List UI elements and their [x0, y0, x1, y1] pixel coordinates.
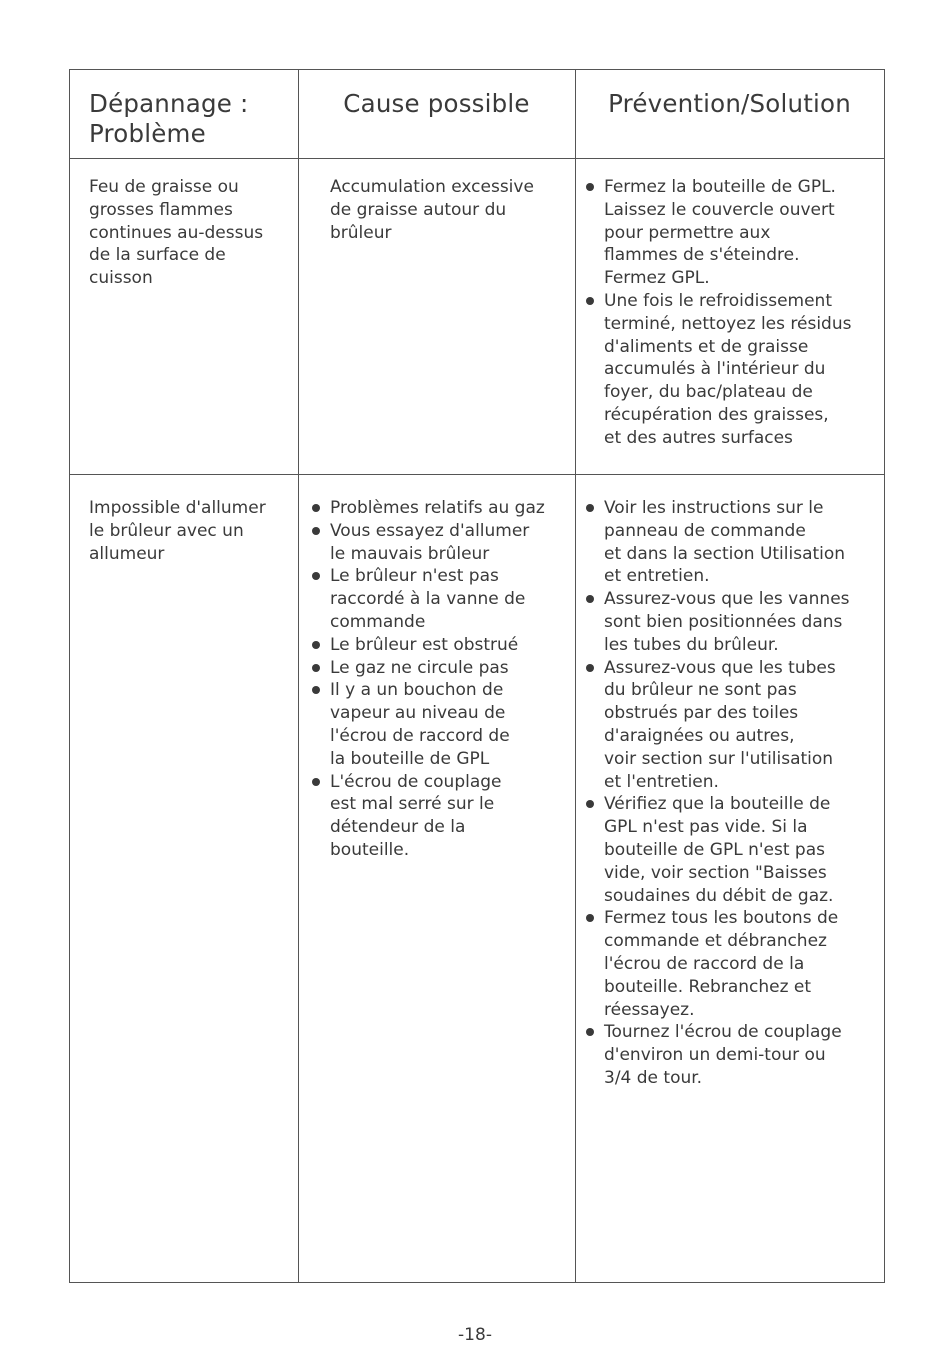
- column-divider: [298, 70, 299, 1282]
- list-item: Le gaz ne circule pas: [311, 657, 573, 680]
- list-item: Assurez-vous que les vannes sont bien positionnées dans les tubes du brûleur.: [585, 588, 882, 656]
- list-item: Fermez la bouteille de GPL. Laissez le couvercle ouvert pour permettre aux flammes de s'éteindre. Fermez GPL.: [585, 176, 882, 290]
- header-solution: Prévention/Solution: [608, 89, 851, 118]
- column-divider: [575, 70, 576, 1282]
- list-item: Une fois le refroidissement terminé, nettoyez les résidus d'aliments et de graisse accumulés à l'intérieur du foyer, du bac/plateau de récupération des graisses, et des autres surfaces: [585, 290, 882, 450]
- list-item: Voir les instructions sur le panneau de commande et dans la section Utilisation et entretien.: [585, 497, 882, 588]
- list-item: Tournez l'écrou de couplage d'environ un demi-tour ou 3/4 de tour.: [585, 1021, 882, 1089]
- list-item: Fermez tous les boutons de commande et débranchez l'écrou de raccord de la bouteille. Rebranchez et réessayez.: [585, 907, 882, 1021]
- row2-solutions: [585, 497, 882, 1090]
- row-divider: [70, 474, 884, 475]
- list-item: Problèmes relatifs au gaz: [311, 497, 573, 520]
- list-item: Vous essayez d'allumer le mauvais brûleur: [311, 520, 573, 566]
- header-cause: Cause possible: [343, 89, 530, 118]
- list-item: Assurez-vous que les tubes du brûleur ne sont pas obstrués par des toiles d'araignées ou autres, voir section sur l'utilisation et l'entretien.: [585, 657, 882, 794]
- list-item: L'écrou de couplage est mal serré sur le détendeur de la bouteille.: [311, 771, 573, 862]
- troubleshooting-table: [69, 69, 885, 1283]
- row1-solutions: [585, 176, 882, 450]
- page-number: -18-: [458, 1325, 492, 1345]
- row-divider: [70, 158, 884, 159]
- row1-cause: Accumulation excessive de graisse autour du brûleur: [330, 177, 534, 243]
- row2-causes: [311, 497, 573, 862]
- list-item: Le brûleur est obstrué: [311, 634, 573, 657]
- list-item: Il y a un bouchon de vapeur au niveau de l'écrou de raccord de la bouteille de GPL: [311, 679, 573, 770]
- header-problem: Dépannage : Problème: [89, 89, 249, 148]
- list-item: Le brûleur n'est pas raccordé à la vanne de commande: [311, 565, 573, 633]
- row1-problem: Feu de graisse ou grosses flammes continues au-dessus de la surface de cuisson: [89, 177, 264, 289]
- row2-problem: Impossible d'allumer le brûleur avec un allumeur: [89, 498, 266, 564]
- list-item: Vérifiez que la bouteille de GPL n'est pas vide. Si la bouteille de GPL n'est pas vide, voir section "Baisses soudaines du débit de gaz.: [585, 793, 882, 907]
